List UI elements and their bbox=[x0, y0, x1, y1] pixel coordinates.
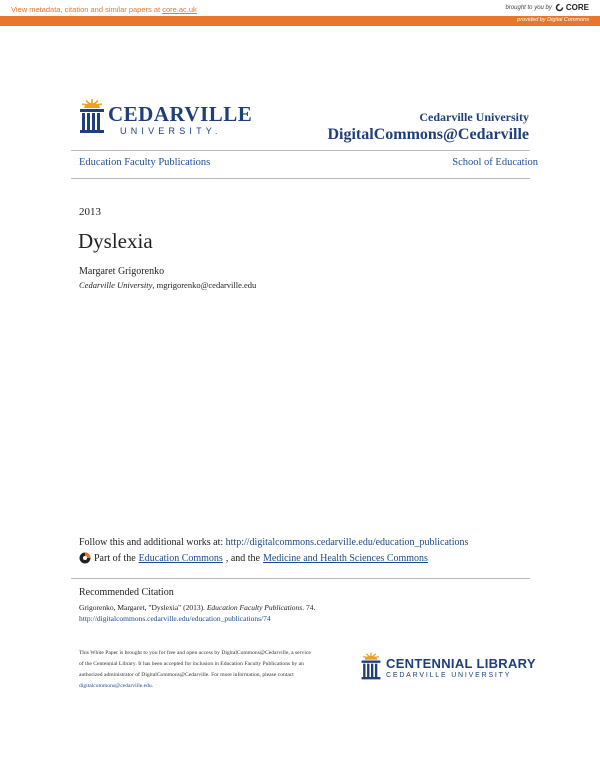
digitalcommons-brand[interactable] bbox=[327, 110, 529, 144]
cedarville-university-wordmark: CEDARVILLE UNIVERSITY bbox=[386, 672, 512, 679]
citation-divider bbox=[71, 578, 530, 579]
medicine-health-commons-link[interactable]: Medicine and Health Sciences Commons bbox=[262, 552, 428, 564]
publication-year: 2013 bbox=[79, 206, 101, 218]
collection-url-link[interactable]: http://digitalcommons.cedarville.edu/education_publications bbox=[225, 537, 469, 548]
university-wordmark: UNIVERSITY. bbox=[120, 126, 222, 136]
core-metadata-notice bbox=[11, 5, 197, 14]
core-logo-icon bbox=[555, 3, 564, 12]
author-name: Margaret Grigorenko bbox=[79, 266, 165, 277]
recommended-citation-heading: Recommended Citation bbox=[79, 587, 174, 598]
citation-series: Education Faculty Publications bbox=[206, 603, 303, 612]
core-brought-by[interactable] bbox=[506, 3, 590, 12]
centennial-library-logo[interactable] bbox=[360, 651, 536, 685]
core-logo-text: CORE bbox=[565, 3, 589, 12]
nav-divider bbox=[71, 178, 530, 179]
recommended-citation-text bbox=[79, 602, 529, 624]
affiliation-institution: Cedarville University bbox=[79, 280, 153, 290]
core-notice-text: View metadata, citation and similar papers at bbox=[11, 5, 163, 14]
citation-url-link[interactable]: http://digitalcommons.cedarville.edu/education_publications/74 bbox=[79, 614, 271, 623]
header-divider bbox=[71, 150, 530, 151]
education-faculty-publications-link[interactable]: Education Faculty Publications bbox=[79, 157, 211, 168]
sun-columns-icon bbox=[360, 651, 382, 681]
part-of-commons bbox=[79, 552, 428, 564]
network-commons-icon bbox=[79, 552, 91, 564]
disclaimer-text: This White Paper is brought to you for free and open access by DigitalCommons@Cedarville, a service of the Centennial Library. It has been accepted for inclusion in Education Faculty Publications by an authorized administrator of DigitalCommons@Cedarville. For more information, please contact bbox=[79, 650, 311, 678]
affiliation-email: , mgrigorenko@cedarville.edu bbox=[152, 280, 257, 290]
sun-columns-icon bbox=[78, 98, 106, 134]
centennial-library-wordmark: CENTENNIAL LIBRARY bbox=[386, 656, 536, 671]
part-mid: , and the bbox=[225, 552, 260, 564]
core-brought-text: brought to you by bbox=[505, 4, 552, 11]
core-provider-text: provided by Digital Commons bbox=[517, 17, 589, 23]
dc-title: DigitalCommons@Cedarville bbox=[327, 126, 529, 143]
core-banner bbox=[0, 0, 600, 16]
article-title: Dyslexia bbox=[78, 229, 153, 253]
access-disclaimer bbox=[79, 648, 314, 692]
part-prefix: Part of the bbox=[94, 552, 136, 564]
citation-number: . 74. bbox=[302, 603, 316, 612]
core-logo bbox=[555, 3, 589, 12]
contact-email-link[interactable]: digitalcommons@cedarville.edu bbox=[79, 683, 152, 689]
author-affiliation bbox=[79, 280, 256, 290]
follow-prefix: Follow this and additional works at: bbox=[79, 537, 226, 548]
cedarville-university-logo[interactable] bbox=[78, 98, 253, 138]
citation-main: Grigorenko, Margaret, "Dyslexia" (2013). bbox=[79, 603, 207, 612]
core-link[interactable]: core.ac.uk bbox=[162, 5, 197, 14]
follow-works bbox=[79, 537, 468, 548]
disclaimer-end: . bbox=[151, 683, 154, 689]
school-of-education-link[interactable]: School of Education bbox=[452, 157, 538, 168]
dc-university-name: Cedarville University bbox=[419, 110, 529, 124]
cedarville-wordmark: CEDARVILLE bbox=[108, 102, 253, 126]
core-provider-strip bbox=[0, 16, 600, 26]
education-commons-link[interactable]: Education Commons bbox=[138, 552, 223, 564]
